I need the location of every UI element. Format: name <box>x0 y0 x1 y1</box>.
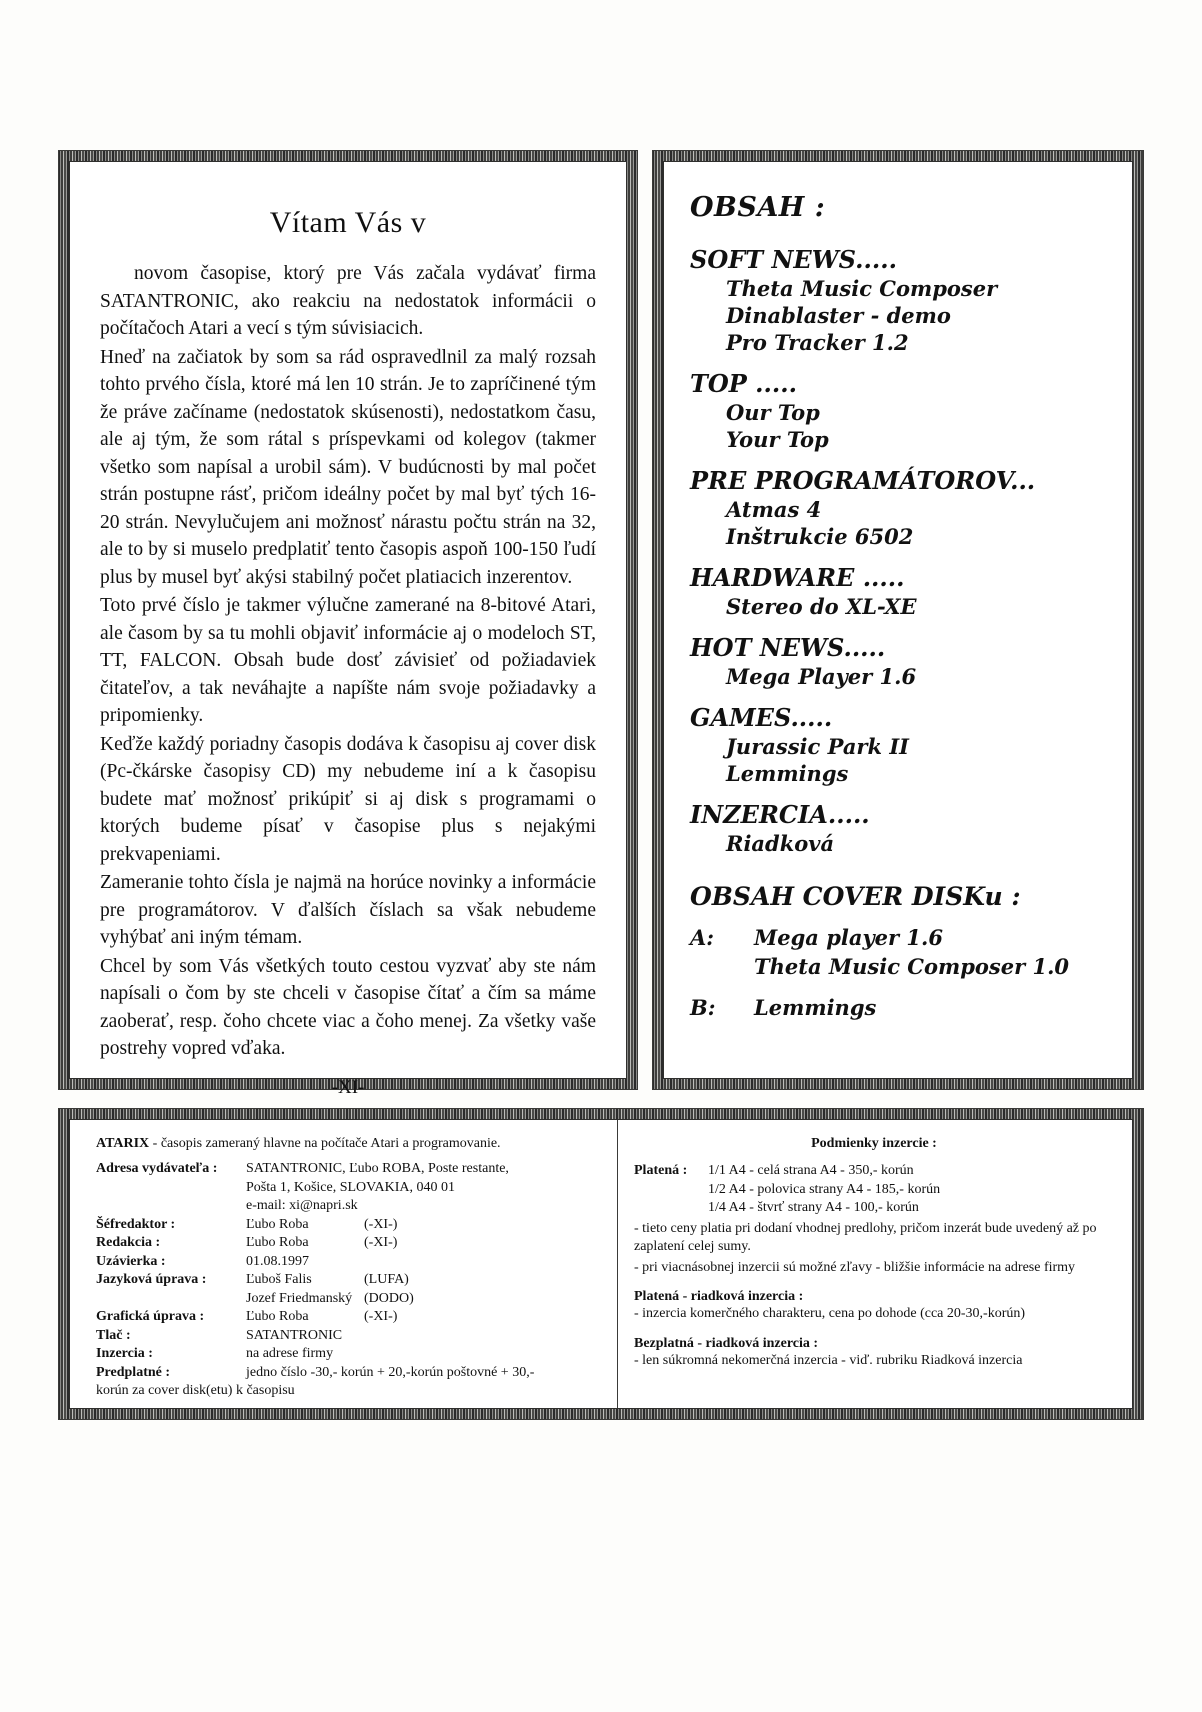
page-title: Vítam Vás v <box>269 206 427 239</box>
contents-section <box>690 369 1114 452</box>
contents-section-title: TOP ..... <box>690 369 797 398</box>
cover-disk-item: Lemmings <box>754 995 877 1020</box>
editorial-paragraph: Zameranie tohto čísla je najmä na horúce novinky a informácie pre programátorov. V ďalších číslach sa však nebudeme vyhýbať ani iným témam. <box>100 872 596 948</box>
contents-section-title: SOFT NEWS..... <box>690 245 897 274</box>
colophon-value: Ľubo Roba <box>246 1235 309 1250</box>
colophon-value-alt: (DODO) <box>364 1290 414 1306</box>
editorial-paragraph: Hneď na začiatok by som sa rád ospravedlnil za malý rozsah tohto prvého čísla, ktoré má len 10 strán. Je to zapríčinené tým že práve začíname (nedostatok skúsenosti), nedostatkom času, ale aj tým, že som rátal s príspevkami od kolegov (takmer všetko som napísal a urobil sám). V budúcnosti by mal počet strán postupne rásť, pričom ideálny počet by mal byť tých 16-20 strán. Nevylučujem ani možnosť nárastu počtu strán na 32, ale to by si muselo predplatiť tento časopis aspoň 100-150 ľudí plus by musel byť akýsi stabilný počet platiacich inzerentov. <box>100 346 596 588</box>
cover-disk-row <box>690 925 1114 983</box>
contents-item: Dinablaster - demo <box>726 303 951 328</box>
ads-paid-item: 1/2 A4 - polovica strany A4 - 185,- korún <box>708 1181 941 1197</box>
ads-line-free-body: - len súkromná nekomerčná inzercia - viď. rubriku Riadková inzercia <box>634 1352 1023 1368</box>
editorial-frame <box>58 150 638 1098</box>
contents-section-title: GAMES..... <box>690 703 833 732</box>
colophon-key: Šéfredaktor : <box>96 1216 176 1232</box>
colophon-key: Inzercia : <box>96 1346 153 1361</box>
cover-disk-item: Theta Music Composer 1.0 <box>754 954 1070 979</box>
colophon-value: SATANTRONIC, Ľubo ROBA, Poste restante, <box>246 1161 509 1176</box>
colophon-key: Uzávierka : <box>96 1253 166 1269</box>
colophon-key: Tlač : <box>96 1327 131 1343</box>
colophon-key: Redakcia : <box>96 1235 161 1250</box>
cover-disk-heading: OBSAH COVER DISKu : <box>690 882 1021 911</box>
editorial-panel <box>69 161 627 1098</box>
magazine-page <box>58 150 1144 1420</box>
editorial-paragraph: Keďže každý poriadny časopis dodáva k časopisu aj cover disk (Pc-čkárske časopisy CD) my nebudeme iní a k časopisu budete mať možnosť prikúpiť si aj disk s programami o ktorých budeme písať v časopise plus s nejakými prekvapeniami. <box>100 733 596 865</box>
contents-item: Lemmings <box>726 761 849 786</box>
colophon-row <box>96 1290 607 1309</box>
contents-item: Inštrukcie 6502 <box>726 524 914 549</box>
colophon-value: SATANTRONIC <box>246 1327 343 1343</box>
colophon-value: Ľubo Roba <box>246 1309 309 1324</box>
colophon-row <box>96 1271 607 1290</box>
contents-panel <box>663 161 1133 1079</box>
contents-item: Atmas 4 <box>726 497 822 522</box>
contents-section-title: PRE PROGRAMÁTOROV... <box>690 466 1036 495</box>
colophon-left <box>70 1120 618 1408</box>
contents-item: Stereo do XL-XE <box>726 594 917 619</box>
colophon-value: e-mail: xi@napri.sk <box>246 1198 358 1213</box>
ads-paid-item: 1/4 A4 - štvrť strany A4 - 100,- korún <box>708 1200 919 1215</box>
ads-terms <box>618 1120 1132 1408</box>
colophon-value: Pošta 1, Košice, SLOVAKIA, 040 01 <box>246 1179 455 1195</box>
contents-section-title: HARDWARE ..... <box>690 563 905 592</box>
ads-paid-row <box>634 1162 1114 1181</box>
editorial-paragraph: Toto prvé číslo je takmer výlučne zamerané na 8-bitové Atari, ale časom by sa tu mohli objaviť informácie aj o modeloch ST, TT, FALCON. Obsah bude dosť závisieť od požiadaviek čitateľov, a tak neváhajte a napíšte nám svoje požiadavky a pripomienky. <box>100 595 596 726</box>
contents-section-title: HOT NEWS..... <box>690 633 886 662</box>
contents-section <box>690 633 1114 689</box>
colophon-last-line: korún za cover disk(etu) k časopisu <box>96 1383 295 1398</box>
colophon-row <box>96 1327 607 1346</box>
top-section <box>58 150 1144 1098</box>
colophon-row <box>96 1345 607 1364</box>
editorial-signature: -XI- <box>331 1076 365 1098</box>
masthead-description: - časopis zameraný hlavne na počítače Atari a programovanie. <box>149 1136 501 1151</box>
colophon-key: Grafická úprava : <box>96 1309 205 1324</box>
ads-note: - tieto ceny platia pri dodaní vhodnej predlohy, pričom inzerát bude uvedený až po zaplatení celej sumy. <box>634 1220 1097 1254</box>
ads-line-free-title: Bezplatná - riadková inzercia : <box>634 1335 819 1351</box>
contents-section <box>690 703 1114 786</box>
colophon-row <box>96 1364 607 1383</box>
contents-section <box>690 245 1114 355</box>
colophon-value: na adrese firmy <box>246 1346 334 1361</box>
ads-paid-row <box>634 1199 1114 1218</box>
colophon-row <box>96 1253 607 1272</box>
masthead-line <box>96 1136 607 1152</box>
colophon-key <box>96 1290 246 1309</box>
contents-section <box>690 800 1114 856</box>
colophon-row <box>96 1160 607 1179</box>
contents-section-title: INZERCIA..... <box>690 800 870 829</box>
contents-item: Our Top <box>726 400 820 425</box>
contents-item: Your Top <box>726 427 829 452</box>
colophon-panel <box>69 1119 1133 1409</box>
contents-frame <box>652 150 1144 1090</box>
colophon-value: Jozef Friedmanský <box>246 1290 353 1306</box>
editorial-paragraph: novom časopise, ktorý pre Vás začala vydávať firma SATANTRONIC, ako reakciu na nedostatok informácii o počítačoch Atari a vecí s tým súvisiacich. <box>100 263 596 339</box>
colophon-value-alt: (-XI-) <box>364 1216 398 1232</box>
colophon-row <box>96 1234 607 1253</box>
cover-disk-side: B: <box>690 995 716 1020</box>
contents-item: Riadková <box>726 831 835 856</box>
cover-disk-row <box>690 995 1114 1024</box>
colophon-key: Predplatné : <box>96 1364 171 1380</box>
contents-item: Jurassic Park II <box>726 734 910 759</box>
contents-item: Mega Player 1.6 <box>726 664 917 689</box>
colophon-key: Jazyková úprava : <box>96 1272 207 1287</box>
cover-disk-side: A: <box>690 925 715 950</box>
colophon-key: Adresa vydávateľa : <box>96 1161 218 1176</box>
colophon-value-alt: (LUFA) <box>364 1272 409 1287</box>
contents-item: Pro Tracker 1.2 <box>726 330 909 355</box>
ads-paid-row <box>634 1181 1114 1200</box>
colophon-value-alt: (-XI-) <box>364 1309 398 1324</box>
colophon-row <box>96 1216 607 1235</box>
colophon-value-alt: (-XI-) <box>364 1235 398 1250</box>
colophon-frame <box>58 1108 1144 1420</box>
contents-item: Theta Music Composer <box>726 276 998 301</box>
colophon-value: 01.08.1997 <box>246 1253 309 1269</box>
ads-paid-label: Platená : <box>634 1163 688 1178</box>
editorial-paragraph: Chcel by som Vás všetkých touto cestou vyzvať aby ste nám napísali o čom by ste chceli v časopise čítať a čím sa máme zaoberať, resp. čoho chcete viac a čoho menej. Za všetky vaše postrehy vopred vďaka. <box>100 955 596 1059</box>
ads-paid-item: 1/1 A4 - celá strana A4 - 350,- korún <box>708 1163 914 1178</box>
ads-heading: Podmienky inzercie : <box>811 1136 937 1151</box>
colophon-value: jedno číslo -30,- korún + 20,-korún poštovné + 30,- <box>246 1364 535 1380</box>
colophon-row <box>96 1308 607 1327</box>
colophon-value: Ľubo Roba <box>246 1216 309 1232</box>
contents-heading: OBSAH : <box>690 192 826 223</box>
cover-disk-item: Mega player 1.6 <box>754 925 943 950</box>
contents-section <box>690 563 1114 619</box>
ads-line-paid-title: Platená - riadková inzercia : <box>634 1289 804 1304</box>
ads-note: - pri viacnásobnej inzercii sú možné zľavy - bližšie informácie na adrese firmy <box>634 1259 1076 1275</box>
colophon-value: Ľuboš Falis <box>246 1272 312 1287</box>
ads-line-paid-body: - inzercia komerčného charakteru, cena po dohode (cca 20-30,-korún) <box>634 1306 1026 1321</box>
contents-section <box>690 466 1114 549</box>
masthead-title: ATARIX <box>96 1136 150 1151</box>
